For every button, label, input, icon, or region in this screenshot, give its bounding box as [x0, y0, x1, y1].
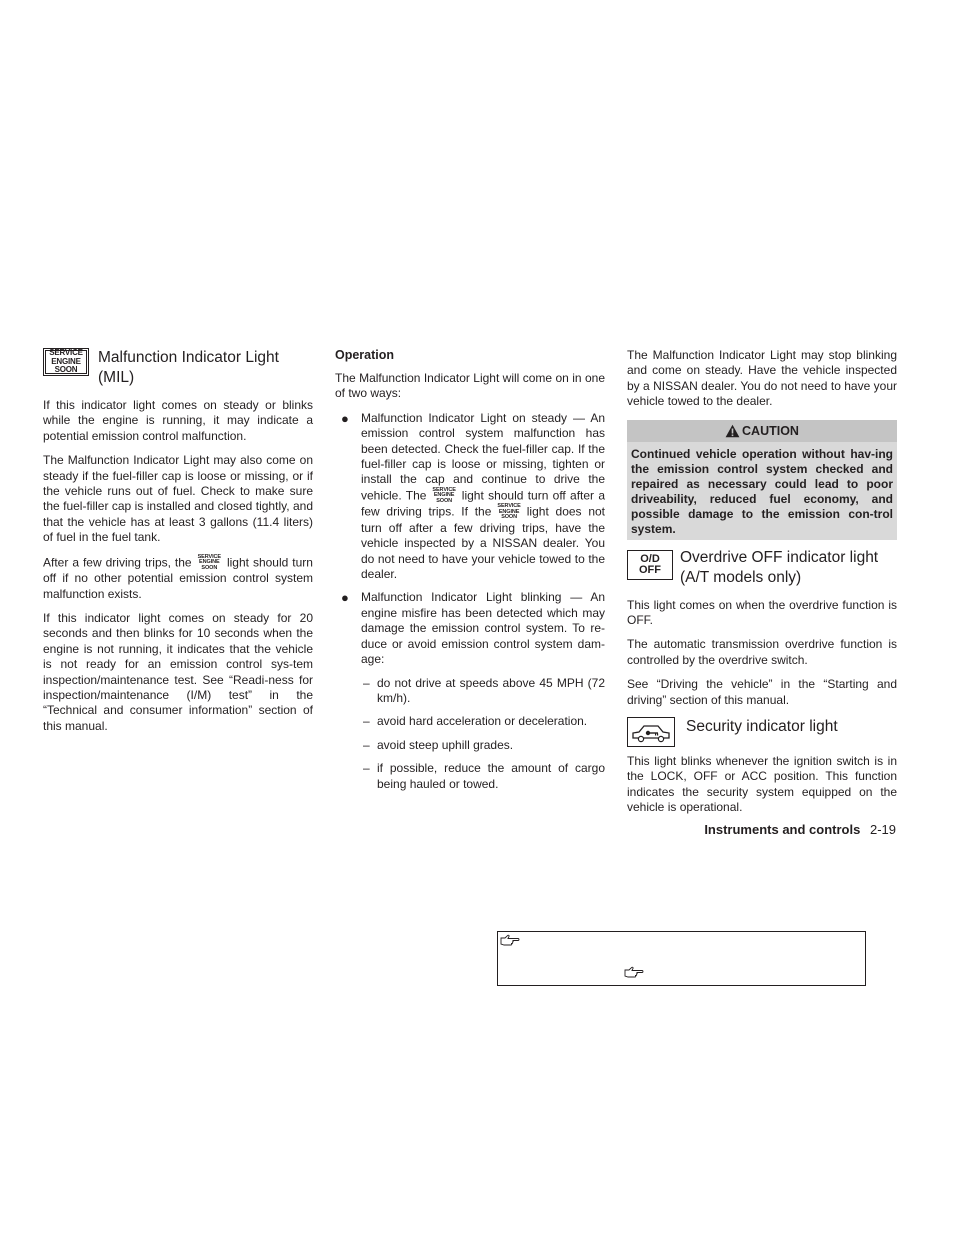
security-title: Security indicator light [686, 718, 838, 736]
column-left [43, 348, 313, 743]
blinking-paragraph: The Malfunction Indicator Light may stop blinking and come on steady. Have the vehicle inspected by a NISSAN dealer. You do not need to have your vehicle towed to the dealer. [627, 348, 897, 409]
pointing-hand-icon [500, 934, 520, 947]
column-right [627, 348, 897, 825]
mil-paragraph-4: If this indicator light comes on steady for 20 seconds and then blinks for 10 seconds when the engine is not running, it indicates that the vehicle is not ready for an emission control sys-tem inspection/maintenance test. See “Readi-ness for inspection/maintenance (I/M) test” in the “Technical and consumer information” section of this manual. [43, 610, 313, 733]
section-name: Instruments and controls [704, 822, 861, 837]
list-item: – avoid hard acceleration or deceleration. [363, 714, 588, 729]
operation-intro: The Malfunction Indicator Light will come on in one of two ways: [335, 371, 605, 401]
pointing-hand-icon [624, 966, 644, 979]
mil-heading [43, 348, 313, 388]
list-item: – do not drive at speeds above 45 MPH (72 km/h). [363, 675, 605, 705]
security-paragraph: This light blinks whenever the ignition switch is in the LOCK, OFF or ACC position. This function indicates the security system equipped on the vehicle is operational. [627, 754, 897, 815]
caution-text: Continued vehicle operation without hav-ing the emission control system checked and repaired as necessary could lead to poor driveability, reduced fuel economy, and possible damage to the emission con-trol system. [631, 446, 893, 536]
overdrive-title: Overdrive OFF indicator light (A/T models only) [680, 548, 879, 586]
overdrive-paragraph-3: See “Driving the vehicle” in the “Starting and driving” section of this manual. [627, 677, 897, 707]
overdrive-paragraph-1: This light comes on when the overdrive function is OFF. [627, 597, 897, 628]
list-item: – avoid steep uphill grades. [363, 737, 514, 752]
caution-header: CAUTION [627, 420, 897, 442]
car-key-security-icon [627, 717, 675, 747]
security-heading [627, 717, 897, 747]
mil-paragraph-2: The Malfunction Indicator Light may also come on steady if the fuel-filler cap is loose or missing, or if the vehicle runs out of fuel. Check to make sure the fuel-filler cap is installed and closed tightly, and that the vehicle has at least 3 gallons (11.4 liters) of fuel in the fuel tank. [43, 453, 313, 545]
mil-paragraph-3: After a few driving trips, the SERVICE ENGINE SOON light should turn off if no other potential emission control system malfunction exists. [43, 553, 313, 601]
page-footer [704, 822, 896, 838]
service-engine-soon-icon: SERVICE ENGINE SOON [497, 503, 521, 521]
operation-list [335, 411, 605, 792]
mil-title: Malfunction Indicator Light (MIL) [98, 349, 279, 386]
warning-triangle-icon [725, 424, 740, 438]
list-item: ● Malfunction Indicator Light blinking — An engine misfire has been detected which may damage the emission control system. To re-duce or avoid emission control system dam-age: – do not drive at speeds above 45 MPH (72 km/h). – avoid hard acceleration or deceleration. – avoid steep uphill grades. – if possible, reduce the amount of cargo being hauled or towed. [341, 590, 605, 791]
service-engine-soon-icon: SERVICE ENGINE SOON [43, 348, 89, 376]
page-number: 2-19 [869, 822, 896, 837]
overdrive-paragraph-2: The automatic transmission overdrive function is controlled by the overdrive switch. [627, 637, 897, 667]
note-box [497, 931, 866, 986]
column-middle [335, 348, 605, 800]
mil-paragraph-1: If this indicator light comes on steady or blinks while the engine is running, it may indicate a potential emission control malfunction. [43, 398, 313, 443]
list-item: – if possible, reduce the amount of cargo being hauled or towed. [363, 761, 605, 791]
list-item: ● Malfunction Indicator Light on steady — An emission control system malfunction has been detected. Check the fuel-filler cap. If the fuel-filler cap is loose or missing, tighten or install the cap and continue to drive the vehicle. The SERVICE ENGINE SOON light should turn off after a few driving trips. If the SERVICE ENGINE SOON light does not turn off after a few driving trips, have the vehicle inspected by a NISSAN dealer. You do not need to have your vehicle towed to the dealer. [341, 410, 605, 582]
bullet-icon: ● [341, 410, 349, 426]
operation-heading: Operation [335, 348, 395, 362]
overdrive-off-icon: O/D OFF [627, 550, 673, 580]
service-engine-soon-icon: SERVICE ENGINE SOON [197, 553, 221, 571]
caution-box [627, 420, 897, 540]
bullet-icon: ● [341, 590, 349, 606]
service-engine-soon-icon: SERVICE ENGINE SOON [432, 486, 456, 504]
avoid-damage-list [361, 676, 605, 792]
overdrive-heading [627, 548, 897, 588]
